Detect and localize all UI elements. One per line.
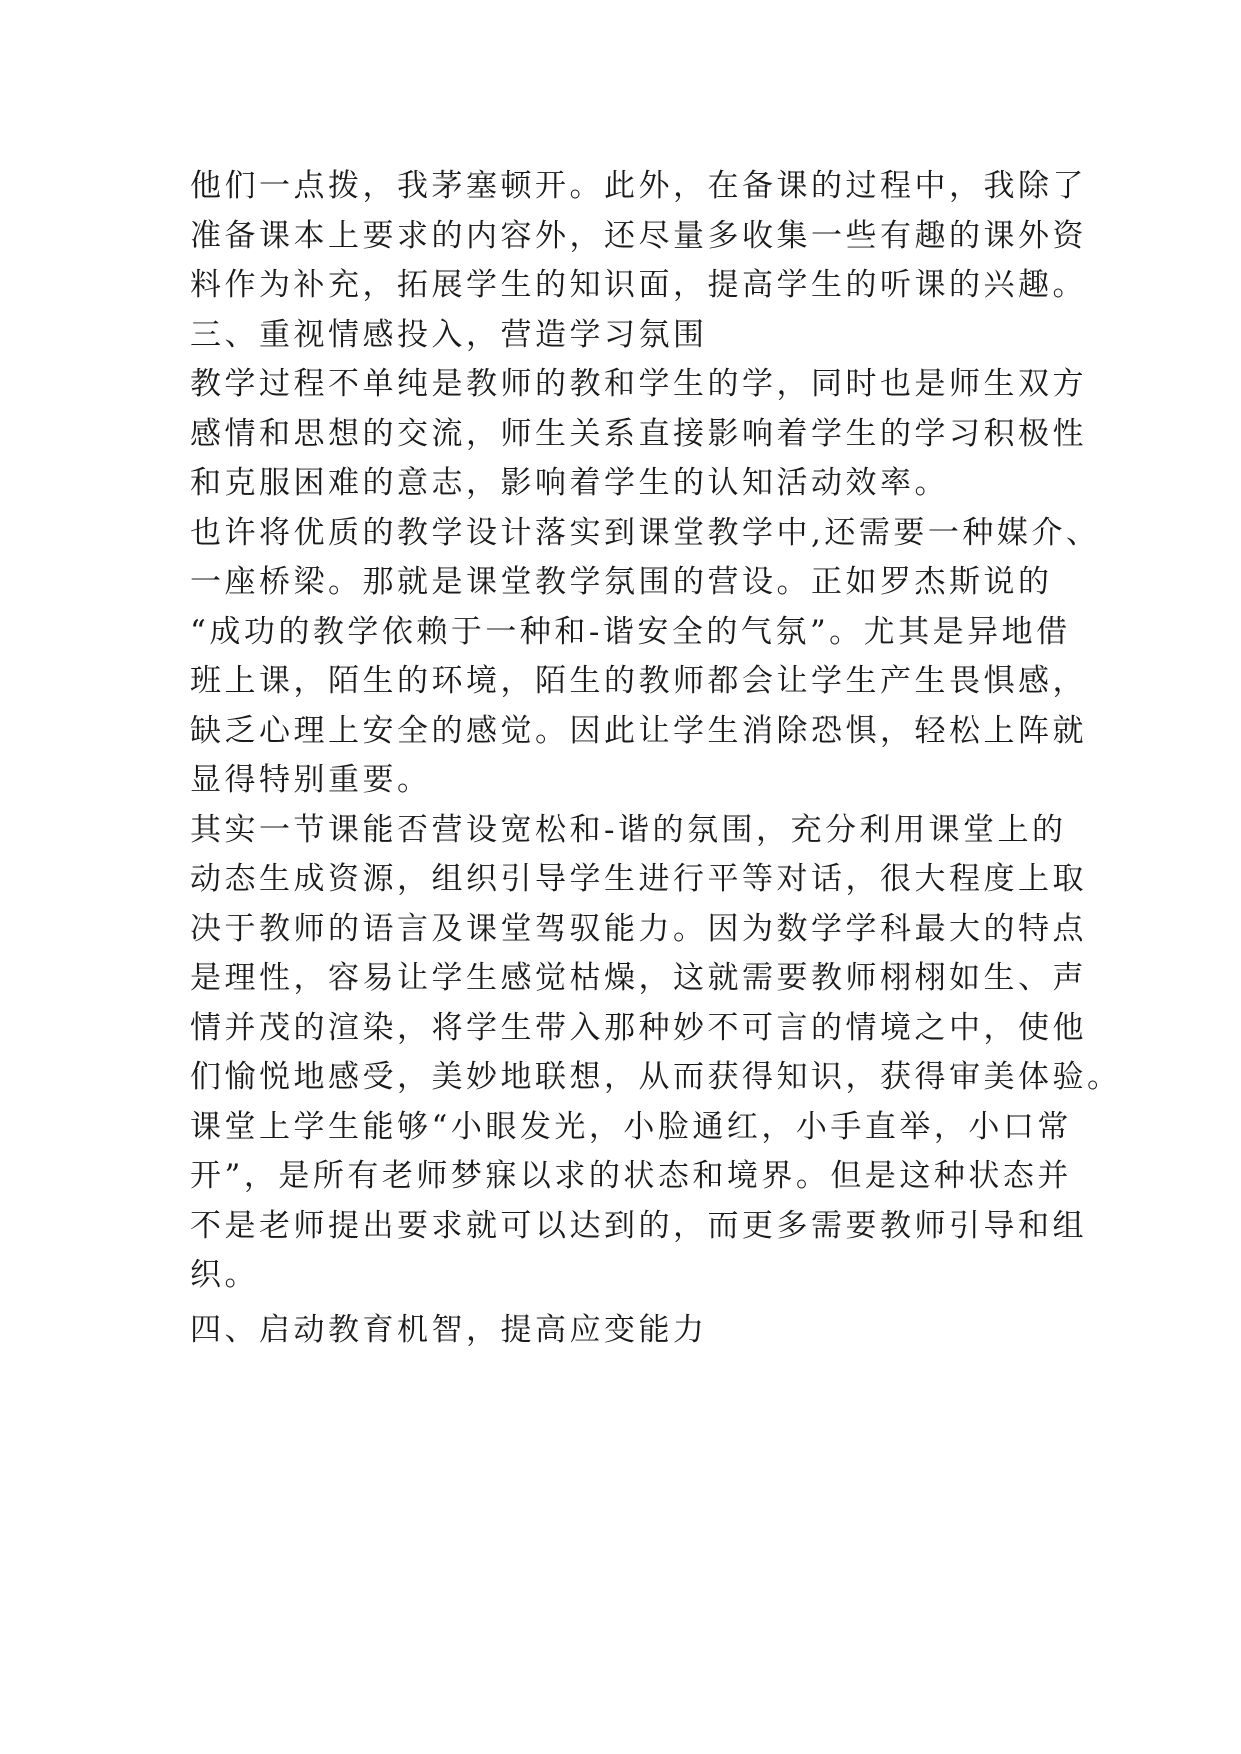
text-line: 动态生成资源，组织引导学生进行平等对话，很大程度上取 — [190, 861, 1087, 897]
section-heading: 三、重视情感投入，营造学习氛围 — [190, 316, 708, 353]
text-line: 也许将优质的教学设计落实到课堂教学中,还需要一种媒介、 — [190, 514, 1101, 551]
text-line: 显得特别重要。 — [190, 762, 432, 798]
text-line: “成功的教学依赖于一种和-谐安全的气氛”。尤其是异地借 — [190, 613, 1071, 650]
text-line: 感情和思想的交流，师生关系直接影响着学生的学习积极性 — [190, 415, 1087, 452]
text-line: 课堂上学生能够“小眼发光，小脸通红，小手直举，小口常 — [190, 1108, 1072, 1145]
text-line: 班上课，陌生的环境，陌生的教师都会让学生产生畏惧感， — [190, 663, 1087, 699]
body-text — [190, 162, 1122, 1355]
text-line: 是理性，容易让学生感觉枯燥，这就需要教师栩栩如生、声 — [190, 960, 1087, 996]
text-line: 他们一点拨，我茅塞顿开。此外，在备课的过程中，我除了 — [190, 168, 1087, 204]
text-line: 情并茂的渲染，将学生带入那种妙不可言的情境之中，使他 — [190, 1009, 1087, 1046]
text-line: 准备课本上要求的内容外，还尽量多收集一些有趣的课外资 — [190, 217, 1087, 254]
text-line: 和克服困难的意志，影响着学生的认知活动效率。 — [190, 465, 949, 501]
text-line: 开”，是所有老师梦寐以求的状态和境界。但是这种状态并 — [190, 1158, 1072, 1194]
text-line: 们愉悦地感受，美妙地联想，从而获得知识，获得审美体验。 — [190, 1059, 1122, 1095]
text-line: 决于教师的语言及课堂驾驭能力。因为数学学科最大的特点 — [190, 910, 1087, 947]
text-line: 其实一节课能否营设宽松和-谐的氛围，充分利用课堂上的 — [190, 811, 1067, 848]
text-line: 织。 — [190, 1257, 259, 1293]
text-line: 缺乏心理上安全的感觉。因此让学生消除恐惧，轻松上阵就 — [190, 712, 1087, 749]
text-line: 教学过程不单纯是教师的教和学生的学，同时也是师生双方 — [190, 366, 1087, 402]
text-line: 不是老师提出要求就可以达到的，而更多需要教师引导和组 — [190, 1207, 1087, 1244]
text-line: 料作为补充，拓展学生的知识面，提高学生的听课的兴趣。 — [190, 267, 1087, 303]
text-line: 一座桥梁。那就是课堂教学氛围的营设。正如罗杰斯说的 — [190, 564, 1053, 600]
section-heading: 四、启动教育机智，提高应变能力 — [190, 1311, 708, 1348]
